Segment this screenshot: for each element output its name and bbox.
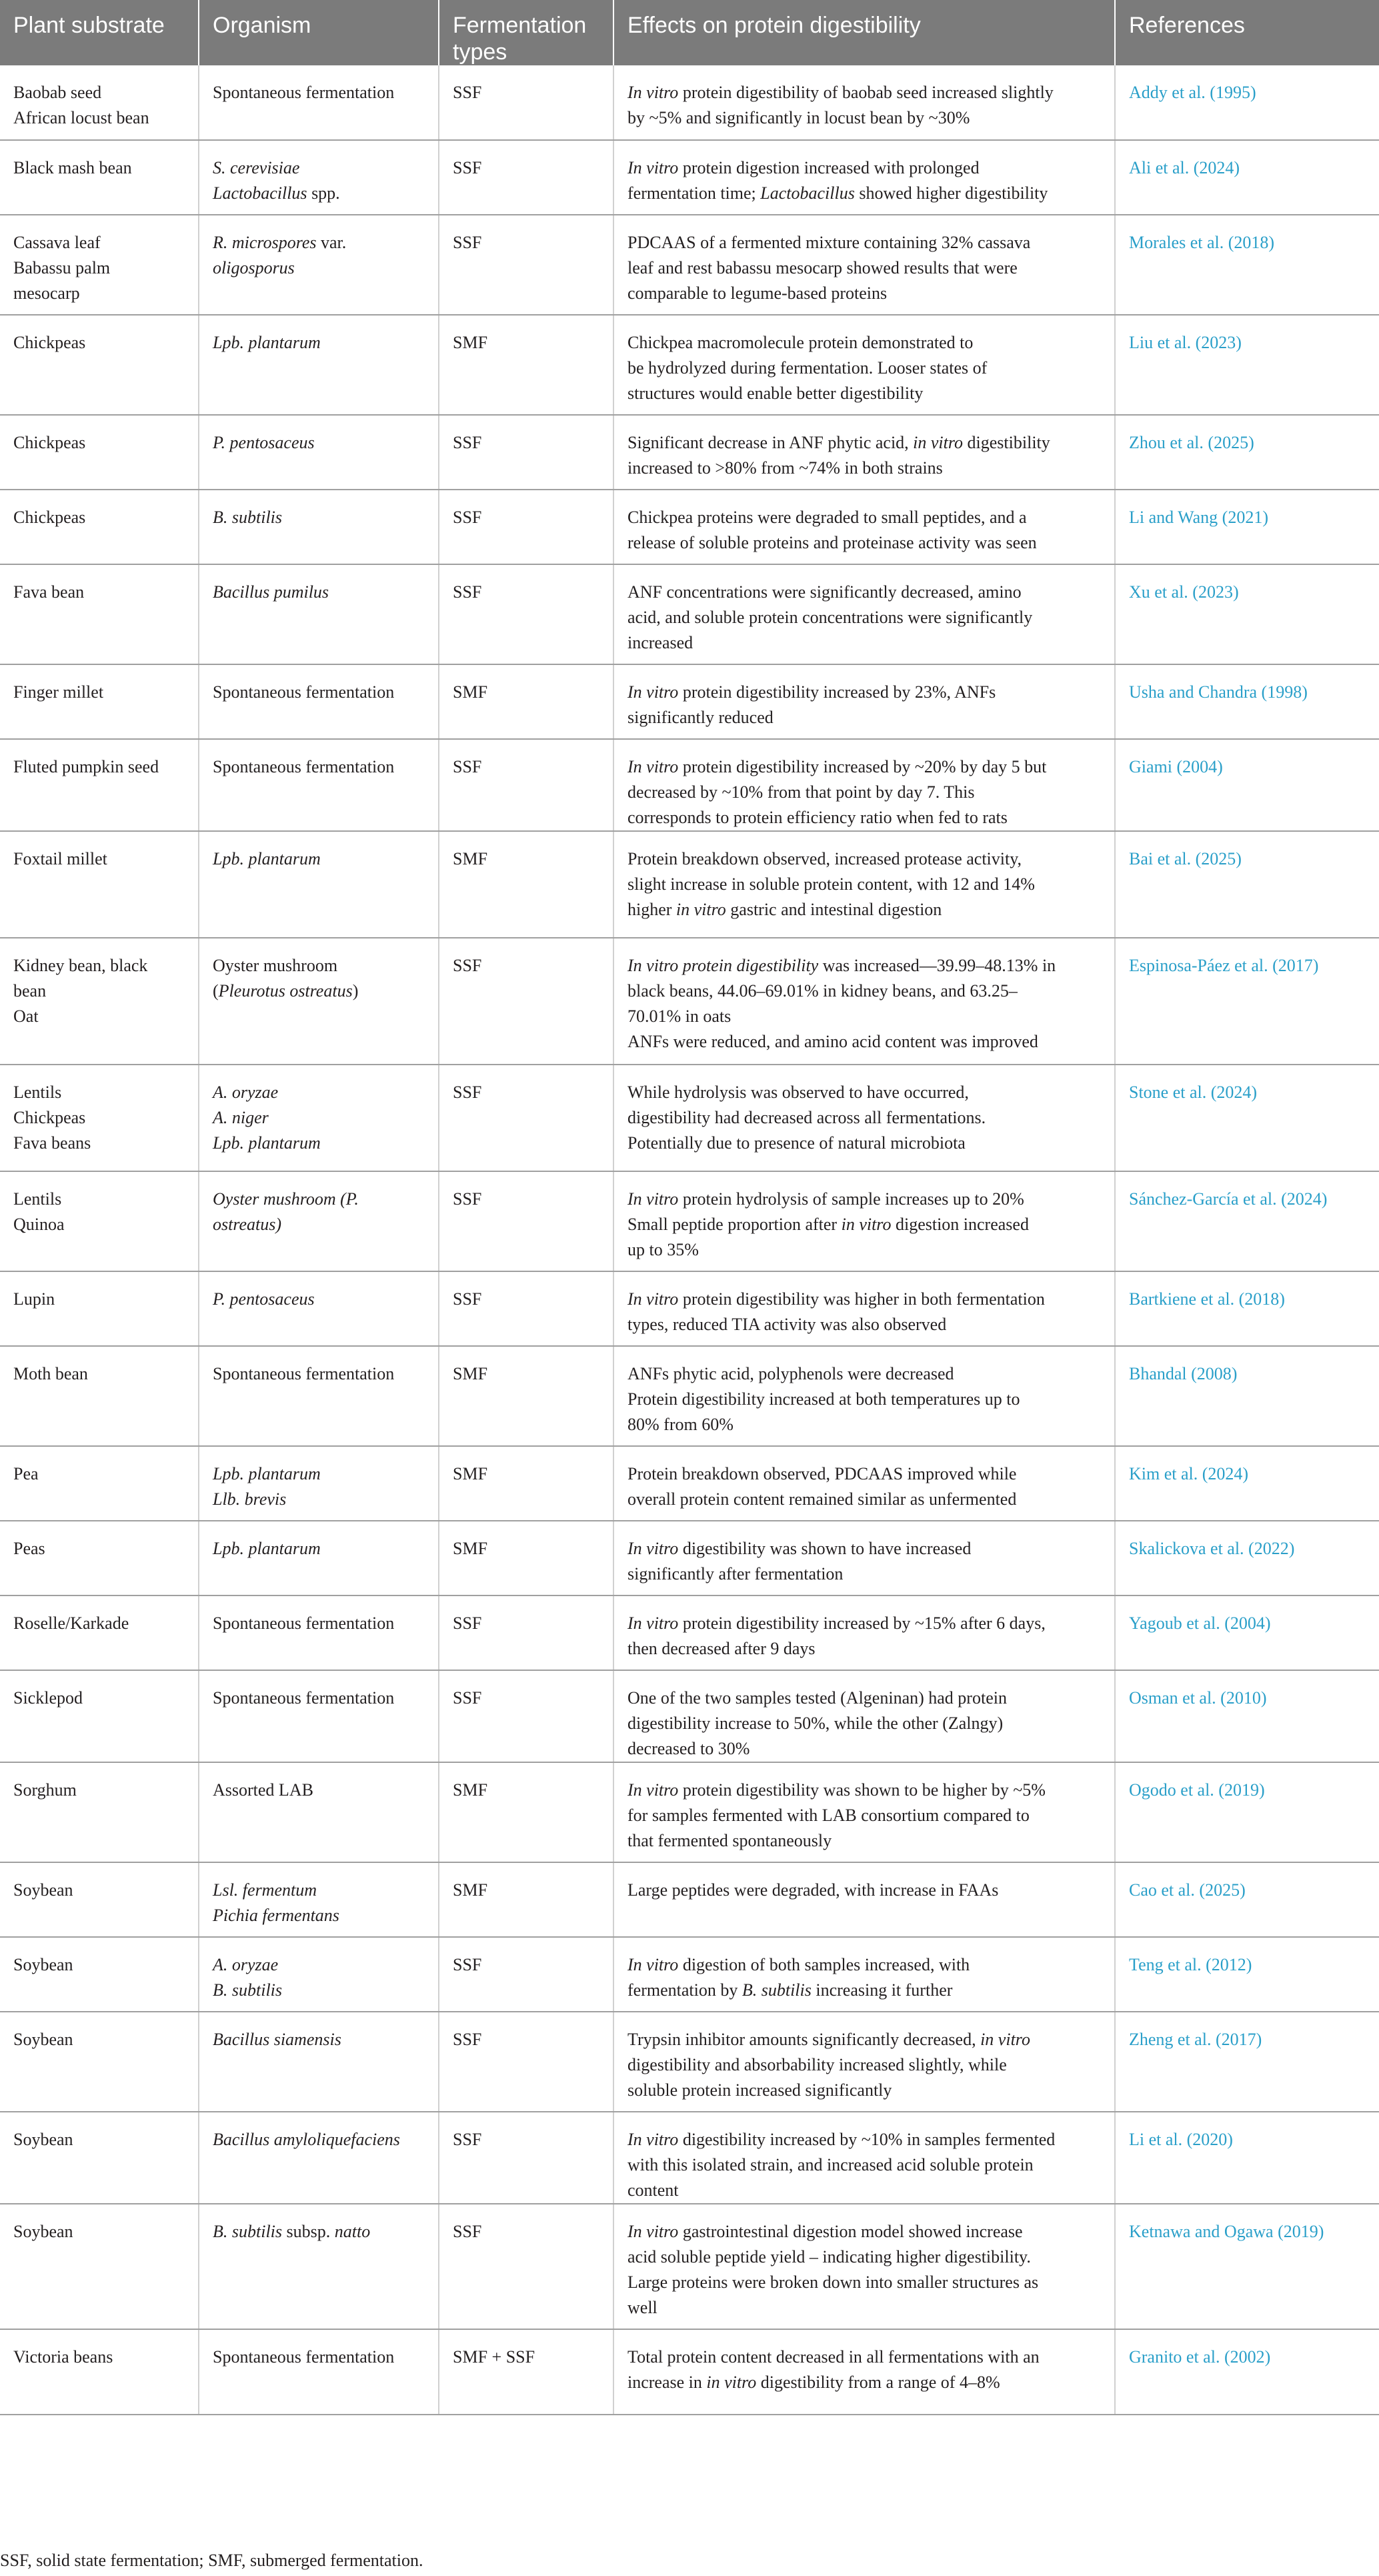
header-plant-substrate: Plant substrate [0, 0, 199, 65]
cell-fermentation-type: SSF [439, 1271, 613, 1346]
cell-organism: Spontaneous fermentation [199, 1346, 439, 1446]
cell-effects: PDCAAS of a fermented mixture containing 32% cassava leaf and rest babassu mesocarp showed results that were comparable to legume-based proteins [613, 215, 1115, 315]
cell-organism: R. microspores var. oligosporus [199, 215, 439, 315]
cell-organism: P. pentosaceus [199, 415, 439, 490]
cell-fermentation-type: SSF [439, 2112, 613, 2204]
cell-organism: Bacillus pumilus [199, 564, 439, 664]
table-row [0, 140, 1379, 215]
cell-reference-link[interactable]: Stone et al. (2024) [1115, 1065, 1379, 1171]
cell-plant-substrate: Kidney bean, black bean Oat [0, 938, 199, 1065]
cell-effects: Protein breakdown observed, PDCAAS improved while overall protein content remained similar as unfermented [613, 1446, 1115, 1521]
cell-organism: A. oryzae A. niger Lpb. plantarum [199, 1065, 439, 1171]
cell-organism: B. subtilis subsp. natto [199, 2204, 439, 2329]
cell-fermentation-type: SSF [439, 2012, 613, 2112]
cell-plant-substrate: Fluted pumpkin seed [0, 739, 199, 831]
cell-reference-link[interactable]: Usha and Chandra (1998) [1115, 664, 1379, 739]
table-row [0, 1171, 1379, 1271]
cell-fermentation-type: SSF [439, 1171, 613, 1271]
header-row [0, 0, 1379, 65]
cell-effects: In vitro protein digestibility was shown to be higher by ~5% for samples fermented with LAB consortium compared to that fermented spontaneously [613, 1762, 1115, 1862]
header-organism: Organism [199, 0, 439, 65]
cell-reference-link[interactable]: Sánchez-García et al. (2024) [1115, 1171, 1379, 1271]
cell-reference-link[interactable]: Zheng et al. (2017) [1115, 2012, 1379, 2112]
cell-reference-link[interactable]: Teng et al. (2012) [1115, 1937, 1379, 2012]
cell-effects: In vitro protein digestibility increased by ~20% by day 5 but decreased by ~10% from that point by day 7. This corresponds to protein efficiency ratio when fed to rats [613, 739, 1115, 831]
cell-fermentation-type: SSF [439, 65, 613, 140]
table-row [0, 739, 1379, 831]
table-row [0, 315, 1379, 415]
table-row [0, 215, 1379, 315]
cell-plant-substrate: Soybean [0, 2112, 199, 2204]
cell-reference-link[interactable]: Kim et al. (2024) [1115, 1446, 1379, 1521]
header-fermentation-types: Fermentation types [439, 0, 613, 65]
cell-effects: In vitro gastrointestinal digestion model showed increase acid soluble peptide yield – indicating higher digestibility. Large proteins were broken down into smaller structures as well [613, 2204, 1115, 2329]
cell-organism: Bacillus amyloliquefaciens [199, 2112, 439, 2204]
cell-effects: One of the two samples tested (Algeninan) had protein digestibility increase to 50%, while the other (Zalngy) decreased to 30% [613, 1670, 1115, 1762]
cell-organism: P. pentosaceus [199, 1271, 439, 1346]
table-row [0, 1670, 1379, 1762]
table-footnote: SSF, solid state fermentation; SMF, submerged fermentation. [0, 2551, 423, 2570]
cell-effects: In vitro digestion of both samples increased, with fermentation by B. subtilis increasing it further [613, 1937, 1115, 2012]
cell-organism: Spontaneous fermentation [199, 1670, 439, 1762]
cell-plant-substrate: Soybean [0, 2012, 199, 2112]
cell-plant-substrate: Sicklepod [0, 1670, 199, 1762]
table-row [0, 65, 1379, 140]
cell-plant-substrate: Soybean [0, 1862, 199, 1937]
cell-reference-link[interactable]: Bartkiene et al. (2018) [1115, 1271, 1379, 1346]
cell-effects: In vitro digestibility was shown to have increased significantly after fermentation [613, 1521, 1115, 1595]
cell-reference-link[interactable]: Yagoub et al. (2004) [1115, 1595, 1379, 1670]
cell-fermentation-type: SSF [439, 739, 613, 831]
table-row [0, 1595, 1379, 1670]
cell-plant-substrate: Chickpeas [0, 415, 199, 490]
cell-organism: Bacillus siamensis [199, 2012, 439, 2112]
cell-effects: Total protein content decreased in all fermentations with an increase in in vitro digestibility from a range of 4–8% [613, 2329, 1115, 2415]
table-row [0, 2112, 1379, 2204]
cell-reference-link[interactable]: Zhou et al. (2025) [1115, 415, 1379, 490]
cell-effects: In vitro digestibility increased by ~10% in samples fermented with this isolated strain, and increased acid soluble protein content [613, 2112, 1115, 2204]
cell-plant-substrate: Roselle/Karkade [0, 1595, 199, 1670]
cell-reference-link[interactable]: Osman et al. (2010) [1115, 1670, 1379, 1762]
cell-reference-link[interactable]: Liu et al. (2023) [1115, 315, 1379, 415]
cell-effects: In vitro protein digestibility was higher in both fermentation types, reduced TIA activity was also observed [613, 1271, 1115, 1346]
table-row [0, 1762, 1379, 1862]
cell-effects: In vitro protein digestibility increased by ~15% after 6 days, then decreased after 9 days [613, 1595, 1115, 1670]
cell-plant-substrate: Moth bean [0, 1346, 199, 1446]
table-row [0, 831, 1379, 938]
header-references: References [1115, 0, 1379, 65]
cell-organism: Spontaneous fermentation [199, 65, 439, 140]
cell-fermentation-type: SSF [439, 1937, 613, 2012]
cell-fermentation-type: SMF [439, 1446, 613, 1521]
cell-plant-substrate: Soybean [0, 1937, 199, 2012]
cell-fermentation-type: SSF [439, 490, 613, 564]
cell-effects: Significant decrease in ANF phytic acid, in vitro digestibility increased to >80% from ~74% in both strains [613, 415, 1115, 490]
cell-organism: Oyster mushroom (P. ostreatus) [199, 1171, 439, 1271]
cell-organism: Oyster mushroom (Pleurotus ostreatus) [199, 938, 439, 1065]
table-row [0, 938, 1379, 1065]
cell-effects: In vitro protein digestion increased with prolonged fermentation time; Lactobacillus showed higher digestibility [613, 140, 1115, 215]
cell-plant-substrate: Lupin [0, 1271, 199, 1346]
cell-plant-substrate: Baobab seed African locust bean [0, 65, 199, 140]
cell-effects: Large peptides were degraded, with increase in FAAs [613, 1862, 1115, 1937]
cell-fermentation-type: SMF [439, 1762, 613, 1862]
cell-fermentation-type: SSF [439, 1595, 613, 1670]
cell-effects: In vitro protein digestibility of baobab seed increased slightly by ~5% and significantly in locust bean by ~30% [613, 65, 1115, 140]
cell-organism: A. oryzae B. subtilis [199, 1937, 439, 2012]
cell-effects: In vitro protein digestibility increased by 23%, ANFs significantly reduced [613, 664, 1115, 739]
table-row [0, 664, 1379, 739]
cell-fermentation-type: SMF [439, 664, 613, 739]
cell-organism: Assorted LAB [199, 1762, 439, 1862]
cell-plant-substrate: Sorghum [0, 1762, 199, 1862]
cell-fermentation-type: SSF [439, 415, 613, 490]
cell-reference-link[interactable]: Li and Wang (2021) [1115, 490, 1379, 564]
cell-fermentation-type: SMF [439, 1346, 613, 1446]
table-row [0, 2204, 1379, 2329]
cell-fermentation-type: SSF [439, 938, 613, 1065]
cell-fermentation-type: SMF [439, 1862, 613, 1937]
cell-organism: Lpb. plantarum [199, 315, 439, 415]
cell-plant-substrate: Chickpeas [0, 490, 199, 564]
cell-plant-substrate: Cassava leaf Babassu palm mesocarp [0, 215, 199, 315]
cell-plant-substrate: Lentils Quinoa [0, 1171, 199, 1271]
cell-organism: B. subtilis [199, 490, 439, 564]
table-row [0, 1862, 1379, 1937]
cell-plant-substrate: Lentils Chickpeas Fava beans [0, 1065, 199, 1171]
cell-reference-link[interactable]: Ali et al. (2024) [1115, 140, 1379, 215]
cell-effects: Chickpea macromolecule protein demonstrated to be hydrolyzed during fermentation. Looser states of structures would enable better digestibility [613, 315, 1115, 415]
cell-plant-substrate: Pea [0, 1446, 199, 1521]
cell-reference-link[interactable]: Bhandal (2008) [1115, 1346, 1379, 1446]
table-row [0, 1346, 1379, 1446]
cell-reference-link[interactable]: Li et al. (2020) [1115, 2112, 1379, 2204]
cell-organism: Lpb. plantarum [199, 831, 439, 938]
table-row [0, 415, 1379, 490]
cell-organism: Lpb. plantarum [199, 1521, 439, 1595]
cell-plant-substrate: Finger millet [0, 664, 199, 739]
cell-fermentation-type: SSF [439, 564, 613, 664]
cell-reference-link[interactable]: Ogodo et al. (2019) [1115, 1762, 1379, 1862]
table-row [0, 2329, 1379, 2415]
cell-organism: Spontaneous fermentation [199, 1595, 439, 1670]
cell-organism: S. cerevisiae Lactobacillus spp. [199, 140, 439, 215]
cell-effects: Trypsin inhibitor amounts significantly decreased, in vitro digestibility and absorbability increased slightly, while soluble protein increased significantly [613, 2012, 1115, 2112]
cell-reference-link[interactable]: Granito et al. (2002) [1115, 2329, 1379, 2415]
table-row [0, 1446, 1379, 1521]
cell-reference-link[interactable]: Addy et al. (1995) [1115, 65, 1379, 140]
cell-plant-substrate: Black mash bean [0, 140, 199, 215]
cell-effects: ANFs phytic acid, polyphenols were decreased Protein digestibility increased at both temperatures up to 80% from 60% [613, 1346, 1115, 1446]
cell-effects: While hydrolysis was observed to have occurred, digestibility had decreased across all fermentations. Potentially due to presence of natural microbiota [613, 1065, 1115, 1171]
cell-plant-substrate: Soybean [0, 2204, 199, 2329]
table-row [0, 1937, 1379, 2012]
cell-organism: Spontaneous fermentation [199, 664, 439, 739]
table-row [0, 1271, 1379, 1346]
table-body [0, 65, 1379, 2415]
cell-reference-link[interactable]: Bai et al. (2025) [1115, 831, 1379, 938]
cell-reference-link[interactable]: Skalickova et al. (2022) [1115, 1521, 1379, 1595]
cell-reference-link[interactable]: Cao et al. (2025) [1115, 1862, 1379, 1937]
cell-plant-substrate: Fava bean [0, 564, 199, 664]
table-row [0, 2012, 1379, 2112]
cell-organism: Lpb. plantarum Llb. brevis [199, 1446, 439, 1521]
cell-reference-link[interactable]: Xu et al. (2023) [1115, 564, 1379, 664]
cell-effects: In vitro protein digestibility was increased—39.99–48.13% in black beans, 44.06–69.01% in kidney beans, and 63.25– 70.01% in oats ANFs were reduced, and amino acid content was improved [613, 938, 1115, 1065]
cell-fermentation-type: SSF [439, 1065, 613, 1171]
cell-organism: Lsl. fermentum Pichia fermentans [199, 1862, 439, 1937]
cell-organism: Spontaneous fermentation [199, 739, 439, 831]
table-header [0, 0, 1379, 65]
cell-effects: In vitro protein hydrolysis of sample increases up to 20% Small peptide proportion after in vitro digestion increased up to 35% [613, 1171, 1115, 1271]
cell-reference-link[interactable]: Morales et al. (2018) [1115, 215, 1379, 315]
cell-effects: Protein breakdown observed, increased protease activity, slight increase in soluble protein content, with 12 and 14% higher in vitro gastric and intestinal digestion [613, 831, 1115, 938]
cell-effects: Chickpea proteins were degraded to small peptides, and a release of soluble proteins and proteinase activity was seen [613, 490, 1115, 564]
cell-reference-link[interactable]: Ketnawa and Ogawa (2019) [1115, 2204, 1379, 2329]
cell-effects: ANF concentrations were significantly decreased, amino acid, and soluble protein concentrations were significantly increased [613, 564, 1115, 664]
cell-fermentation-type: SSF [439, 2204, 613, 2329]
cell-reference-link[interactable]: Giami (2004) [1115, 739, 1379, 831]
cell-fermentation-type: SSF [439, 140, 613, 215]
cell-fermentation-type: SMF + SSF [439, 2329, 613, 2415]
cell-organism: Spontaneous fermentation [199, 2329, 439, 2415]
table-row [0, 490, 1379, 564]
cell-plant-substrate: Victoria beans [0, 2329, 199, 2415]
table-row [0, 1065, 1379, 1171]
cell-fermentation-type: SMF [439, 1521, 613, 1595]
cell-reference-link[interactable]: Espinosa-Páez et al. (2017) [1115, 938, 1379, 1065]
table-row [0, 564, 1379, 664]
table-row [0, 1521, 1379, 1595]
cell-plant-substrate: Peas [0, 1521, 199, 1595]
cell-fermentation-type: SMF [439, 831, 613, 938]
header-effects: Effects on protein digestibility [613, 0, 1115, 65]
cell-plant-substrate: Chickpeas [0, 315, 199, 415]
cell-fermentation-type: SSF [439, 215, 613, 315]
cell-plant-substrate: Foxtail millet [0, 831, 199, 938]
cell-fermentation-type: SMF [439, 315, 613, 415]
cell-fermentation-type: SSF [439, 1670, 613, 1762]
